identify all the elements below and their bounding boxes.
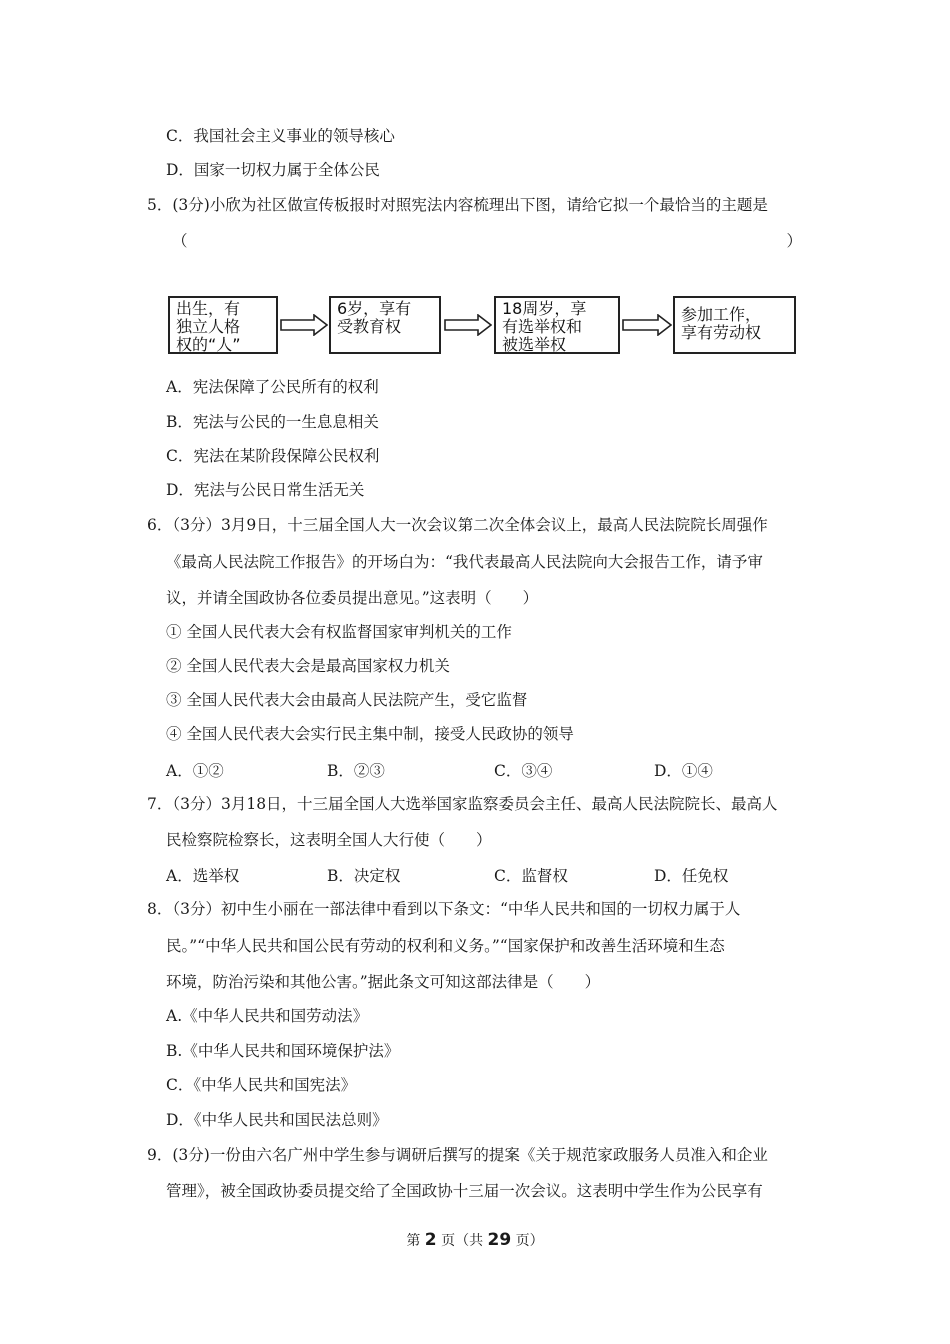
q6-stem-line2: 《最高人民法院工作报告》的开场白为：“我代表最高人民法院向大会报告工作，请予审 xyxy=(166,553,763,571)
q5-option-b: B．宪法与公民的一生息息相关 xyxy=(166,413,379,431)
q6-options xyxy=(166,759,806,779)
q6-item-1: ① 全国人民代表大会有权监督国家审判机关的工作 xyxy=(166,623,512,641)
paren-open: （ xyxy=(172,232,188,250)
q8-option-c: C．《中华人民共和国宪法》 xyxy=(166,1076,357,1094)
q7-option-a: A．选举权 xyxy=(166,867,240,885)
diagram-box-age-18: 18周岁，享 有选举权和 被选举权 xyxy=(494,296,620,354)
q6-item-4: ④ 全国人民代表大会实行民主集中制，接受人民政协的领导 xyxy=(166,725,574,743)
q8-option-d: D．《中华人民共和国民法总则》 xyxy=(166,1111,388,1129)
q7-stem-line2: 民检察院检察长，这表明全国人大行使（ ） xyxy=(166,831,492,849)
q6-item-3: ③ 全国人民代表大会由最高人民法院产生，受它监督 xyxy=(166,691,528,709)
q8-option-b: B.《中华人民共和国环境保护法》 xyxy=(166,1042,400,1060)
q5-option-d: D．宪法与公民日常生活无关 xyxy=(166,481,365,499)
page-footer xyxy=(0,1230,950,1250)
q5-stem: 5．(3分)小欣为社区做宣传板报时对照宪法内容梳理出下图，请给它拟一个最恰当的主题是 xyxy=(147,196,768,214)
q7-option-d: D．任免权 xyxy=(654,867,729,885)
q8-stem-line2: 民。”“中华人民共和国公民有劳动的权利和义务。”“国家保护和改善生活环境和生态 xyxy=(166,937,725,955)
q9-stem-line2: 管理》，被全国政协委员提交给了全国政协十三届一次会议。这表明中学生作为公民享有 xyxy=(166,1182,763,1200)
q7-option-c: C．监督权 xyxy=(494,867,568,885)
q4-option-d: D．国家一切权力属于全体公民 xyxy=(166,161,380,179)
q6-option-d: D．①④ xyxy=(654,762,713,780)
arrow-icon xyxy=(280,314,328,336)
diagram-box-age-6: 6岁，享有 受教育权 xyxy=(329,296,441,354)
q6-option-c: C．③④ xyxy=(494,762,553,780)
q5-flow-diagram xyxy=(168,294,796,362)
q8-stem-line1: 8．（3分）初中生小丽在一部法律中看到以下条文：“中华人民共和国的一切权力属于人 xyxy=(147,900,741,918)
total-page-count: 29 xyxy=(487,1230,512,1250)
q6-option-a: A．①② xyxy=(166,762,224,780)
current-page-number: 2 xyxy=(424,1230,437,1250)
q7-options xyxy=(166,864,806,884)
arrow-icon xyxy=(622,314,672,336)
q9-stem-line1: 9．(3分)一份由六名广州中学生参与调研后撰写的提案《关于规范家政服务人员准入和企业 xyxy=(147,1146,768,1164)
diagram-box-work: 参加工作， 享有劳动权 xyxy=(673,296,796,354)
diagram-box-birth: 出生，有 独立人格 权的“人” xyxy=(168,296,278,354)
footer-prefix: 第 xyxy=(406,1233,421,1249)
q6-stem-line3: 议，并请全国政协各位委员提出意见。”这表明（ ） xyxy=(166,589,539,607)
q8-option-a: A.《中华人民共和国劳动法》 xyxy=(166,1007,369,1025)
q6-stem-line1: 6．（3分）3月9日，十三届全国人大一次会议第二次全体会议上，最高人民法院院长周强作 xyxy=(147,516,768,534)
q7-stem-line1: 7．（3分）3月18日，十三届全国人大选举国家监察委员会主任、最高人民法院院长、最高人 xyxy=(147,795,778,813)
q6-option-b: B．②③ xyxy=(327,762,385,780)
q6-item-2: ② 全国人民代表大会是最高国家权力机关 xyxy=(166,657,450,675)
q5-option-a: A．宪法保障了公民所有的权利 xyxy=(166,378,379,396)
q8-stem-line3: 环境，防治污染和其他公害。”据此条文可知这部法律是（ ） xyxy=(166,973,601,991)
q4-option-c: C．我国社会主义事业的领导核心 xyxy=(166,127,395,145)
q5-answer-paren xyxy=(172,231,802,251)
paren-close: ） xyxy=(786,232,802,250)
q5-option-c: C．宪法在某阶段保障公民权利 xyxy=(166,447,380,465)
footer-mid: 页（共 xyxy=(441,1233,484,1249)
arrow-icon xyxy=(444,314,492,336)
q7-option-b: B．决定权 xyxy=(327,867,401,885)
footer-suffix: 页） xyxy=(515,1233,544,1249)
